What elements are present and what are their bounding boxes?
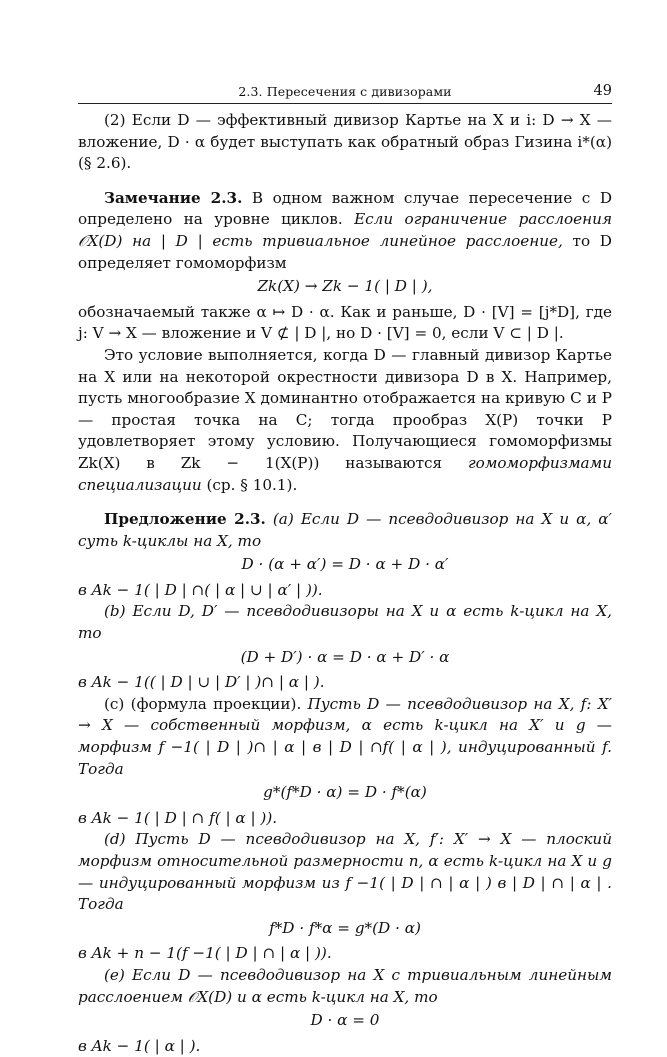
specialization-text: Это условие выполняется, когда D — главный дивизор Картье на X или на некоторой окрестности дивизора D в X. Например, пусть многообразие X доминантно отображается на кривую C и P — простая точка на C; тогда прообраз X(P) точки P удовлетворяет этому условию. Получающиеся гомоморфизмы Zk(X) в Zk − 1(X(P)) называются bbox=[78, 345, 612, 472]
formula-e: D · α = 0 bbox=[310, 1011, 380, 1030]
formula-c: g*(f*D · α) = D · f*(α) bbox=[263, 783, 427, 802]
proposition-a bbox=[78, 509, 612, 552]
proposition-d: (d) Пусть D — псевдодивизор на X, f′: X′ → X — плоский морфизм относительной размерности n, α есть k-цикл на X и g — индуцированный морфизм из f −1( | D | ∩ | α | ) в | D | ∩ | α | . Тогда bbox=[78, 830, 612, 914]
formula-homomorphism: Zk(X) → Zk − 1( | D | ), bbox=[257, 277, 433, 296]
remark-text: В одном важном случае пересечение с D определено на уровне циклов. bbox=[78, 188, 612, 229]
formula-b: (D + D′) · α = D · α + D′ · α bbox=[240, 647, 450, 666]
proposition-e: (е) Если D — псевдодивизор на X с тривиальным линейным расслоением 𝒪X(D) и α есть k-цикл на X, то bbox=[78, 965, 612, 1006]
formula-d: f*D · f*α = g*(D · α) bbox=[269, 918, 421, 937]
paragraph-notation: обозначаемый также α ↦ D · α. Как и раньше, D · [V] = [j*D], где j: V → X — вложение и V ⊄ | D |, но D · [V] = 0, если V ⊂ | D |. bbox=[78, 302, 612, 343]
page-body bbox=[78, 110, 612, 1057]
remark-text-end: то D определяет гомоморфизм bbox=[78, 231, 612, 272]
specialization-term: гомоморфизмами специализации bbox=[78, 453, 612, 494]
remark-paragraph bbox=[78, 188, 612, 274]
remark-label: Замечание 2.3. bbox=[104, 188, 243, 207]
proposition-c-title: (с) (формула проекции). bbox=[104, 694, 308, 713]
paragraph-specialization bbox=[78, 345, 612, 496]
proposition-b-domain: в Ak − 1(( | D | ∪ | D′ | )∩ | α | ). bbox=[78, 673, 325, 692]
specialization-ref: (ср. § 10.1). bbox=[201, 475, 298, 494]
formula-a: D · (α + α′) = D · α + D · α′ bbox=[241, 555, 449, 574]
proposition-label: Предложение 2.3. bbox=[104, 510, 266, 529]
section-title: 2.3. Пересечения с дивизорами bbox=[238, 84, 452, 99]
proposition-c bbox=[78, 694, 612, 780]
proposition-e-domain: в Ak − 1( | α | ). bbox=[78, 1036, 201, 1055]
proposition-c-domain: в Ak − 1( | D | ∩ f( | α | )). bbox=[78, 808, 278, 827]
proposition-c-text: Пусть D — псевдодивизор на X, f: X′ → X — собственный морфизм, α есть k-цикл на X′ и g — морфизм f −1( | D | )∩ | α | в | D | ∩f( | α | ), индуцированный f. Тогда bbox=[78, 694, 613, 778]
proposition-b: (b) Если D, D′ — псевдодивизоры на X и α есть k-цикл на X, то bbox=[78, 602, 612, 643]
paragraph-effective-divisor: (2) Если D — эффективный дивизор Картье на X и i: D → X — вложение, D · α будет выступать как обратный образ Гизина i*(α) (§ 2.6). bbox=[78, 111, 612, 173]
proposition-d-domain: в Ak + n − 1(f −1( | D | ∩ | α | )). bbox=[78, 944, 332, 963]
proposition-a-domain: в Ak − 1( | D | ∩( | α | ∪ | α′ | )). bbox=[78, 580, 323, 599]
running-header bbox=[78, 83, 612, 104]
remark-condition: Если ограничение расслоения 𝒪X(D) на | D | есть тривиальное линейное расслоение, bbox=[78, 210, 612, 250]
proposition-a-text: (а) Если D — псевдодивизор на X и α, α′ суть k-циклы на X, то bbox=[78, 510, 613, 550]
page-number: 49 bbox=[593, 83, 612, 99]
